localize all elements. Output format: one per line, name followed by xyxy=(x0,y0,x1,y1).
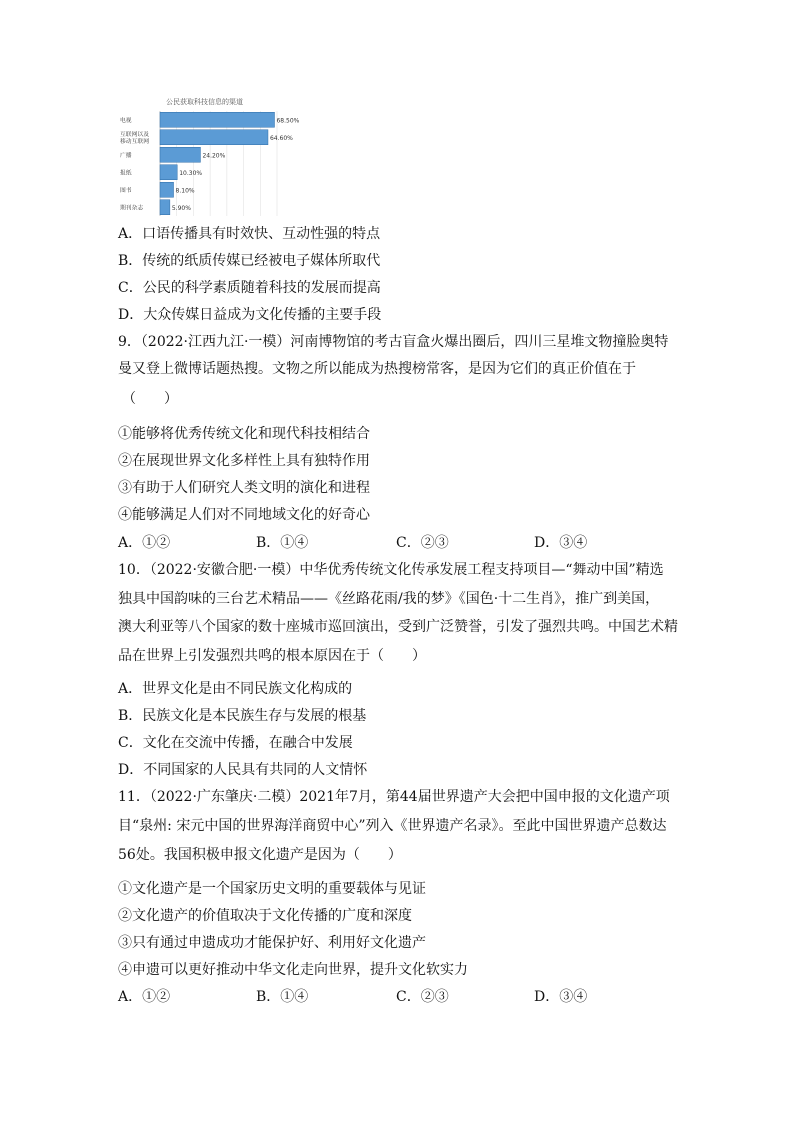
chart-category-label: 互联网以及 xyxy=(120,131,149,138)
q11-item-1: ①文化遗产是一个国家历史文明的重要载体与见证 xyxy=(118,881,426,897)
chart-category-label: 广播 xyxy=(120,152,132,159)
q8-option-a: A．口语传播具有时效快、互动性强的特点 xyxy=(118,226,381,242)
chart-data-label: 8.10% xyxy=(175,187,195,195)
chart-data-label: 68.50% xyxy=(276,117,300,125)
chart-data-label: 24.20% xyxy=(202,152,226,160)
q11-choice-c: C．②③ xyxy=(396,989,449,1005)
chart-data-label: 10.30% xyxy=(179,169,203,177)
chart-category-label: 期刊杂志 xyxy=(120,205,144,212)
q11-item-4: ④申遗可以更好推动中华文化走向世界，提升文化软实力 xyxy=(118,962,468,978)
q9-stem-line-2: 曼又登上微博话题热搜。文物之所以能成为热搜榜常客，是因为它们的真正价值在于 xyxy=(118,361,636,377)
q10-stem-line-3: 澳大利亚等八个国家的数十座城市巡回演出，受到广泛赞誉，引发了强烈共鸣。中国艺术精 xyxy=(118,619,678,635)
chart-bar xyxy=(160,165,177,180)
chart-title: 公民获取科技信息的渠道 xyxy=(166,98,243,106)
chart-category-label: 报纸 xyxy=(120,170,132,177)
chart-data-label: 5.90% xyxy=(171,204,191,212)
q11-stem-line-1: 11．（2022·广东肇庆·二模）2021年7月，第44届世界遗产大会把中国申报的文化遗产项 xyxy=(118,789,670,805)
q9-choice-a: A．①② xyxy=(118,535,171,551)
q9-stem-line-1: 9．（2022·江西九江·一模）河南博物馆的考古盲盒火爆出圈后，四川三星堆文物撞脸奥特 xyxy=(118,334,669,350)
q10-stem-line-4: 品在世界上引发强烈共鸣的根本原因在于（ ） xyxy=(118,648,426,664)
q10-stem-line-1: 10．（2022·安徽合肥·一模）中华优秀传统文化传承发展工程支持项目—“舞动中国”精选 xyxy=(118,562,664,578)
q11-item-3: ③只有通过申遗成功才能保护好、利用好文化遗产 xyxy=(118,935,426,951)
q10-option-d: D．不同国家的人民具有共同的人文情怀 xyxy=(118,762,368,778)
q11-stem-line-3: 56处。我国积极申报文化遗产是因为（ ） xyxy=(118,847,402,863)
q11-choice-b: B．①④ xyxy=(256,989,309,1005)
q8-option-b: B．传统的纸质传媒已经被电子媒体所取代 xyxy=(118,253,381,269)
q11-item-2: ②文化遗产的价值取决于文化传播的广度和深度 xyxy=(118,908,412,924)
chart-svg xyxy=(118,93,308,218)
q9-item-3: ③有助于人们研究人类文明的演化和进程 xyxy=(118,480,370,496)
chart-bar xyxy=(160,147,200,162)
q9-choice-d: D．③④ xyxy=(534,535,588,551)
q9-item-2: ②在展现世界文化多样性上具有独特作用 xyxy=(118,453,370,469)
q8-option-c: C．公民的科学素质随着科技的发展而提高 xyxy=(118,280,381,296)
q11-choice-d: D．③④ xyxy=(534,989,588,1005)
channel-bar-chart xyxy=(118,93,308,218)
q9-item-4: ④能够满足人们对不同地域文化的好奇心 xyxy=(118,507,370,523)
chart-category-label: 移动互联网 xyxy=(120,138,149,145)
chart-data-label: 64.60% xyxy=(269,134,293,142)
q10-option-a: A．世界文化是由不同民族文化构成的 xyxy=(118,681,353,697)
q9-choice-b: B．①④ xyxy=(256,535,309,551)
q9-item-1: ①能够将优秀传统文化和现代科技相结合 xyxy=(118,426,370,442)
q10-option-b: B．民族文化是本民族生存与发展的根基 xyxy=(118,708,367,724)
q8-option-d: D．大众传媒日益成为文化传播的主要手段 xyxy=(118,307,382,323)
chart-bar xyxy=(160,112,274,127)
q10-stem-line-2: 独具中国韵味的三台艺术精品——《丝路花雨/我的梦》《国色·十二生肖》，推广到美国， xyxy=(118,591,660,607)
chart-bar xyxy=(160,182,174,197)
chart-category-label: 电视 xyxy=(120,117,132,124)
q9-answer-blank: （ ） xyxy=(122,391,178,407)
chart-category-label: 图书 xyxy=(120,187,132,194)
q11-stem-line-2: 目“泉州: 宋元中国的世界海洋商贸中心”列入《世界遗产名录》。至此中国世界遗产总数达 xyxy=(118,818,667,834)
q10-option-c: C．文化在交流中传播，在融合中发展 xyxy=(118,735,353,751)
chart-bar xyxy=(160,200,170,215)
chart-bar xyxy=(160,130,268,145)
q9-choice-c: C．②③ xyxy=(396,535,449,551)
q11-choice-a: A．①② xyxy=(118,989,171,1005)
